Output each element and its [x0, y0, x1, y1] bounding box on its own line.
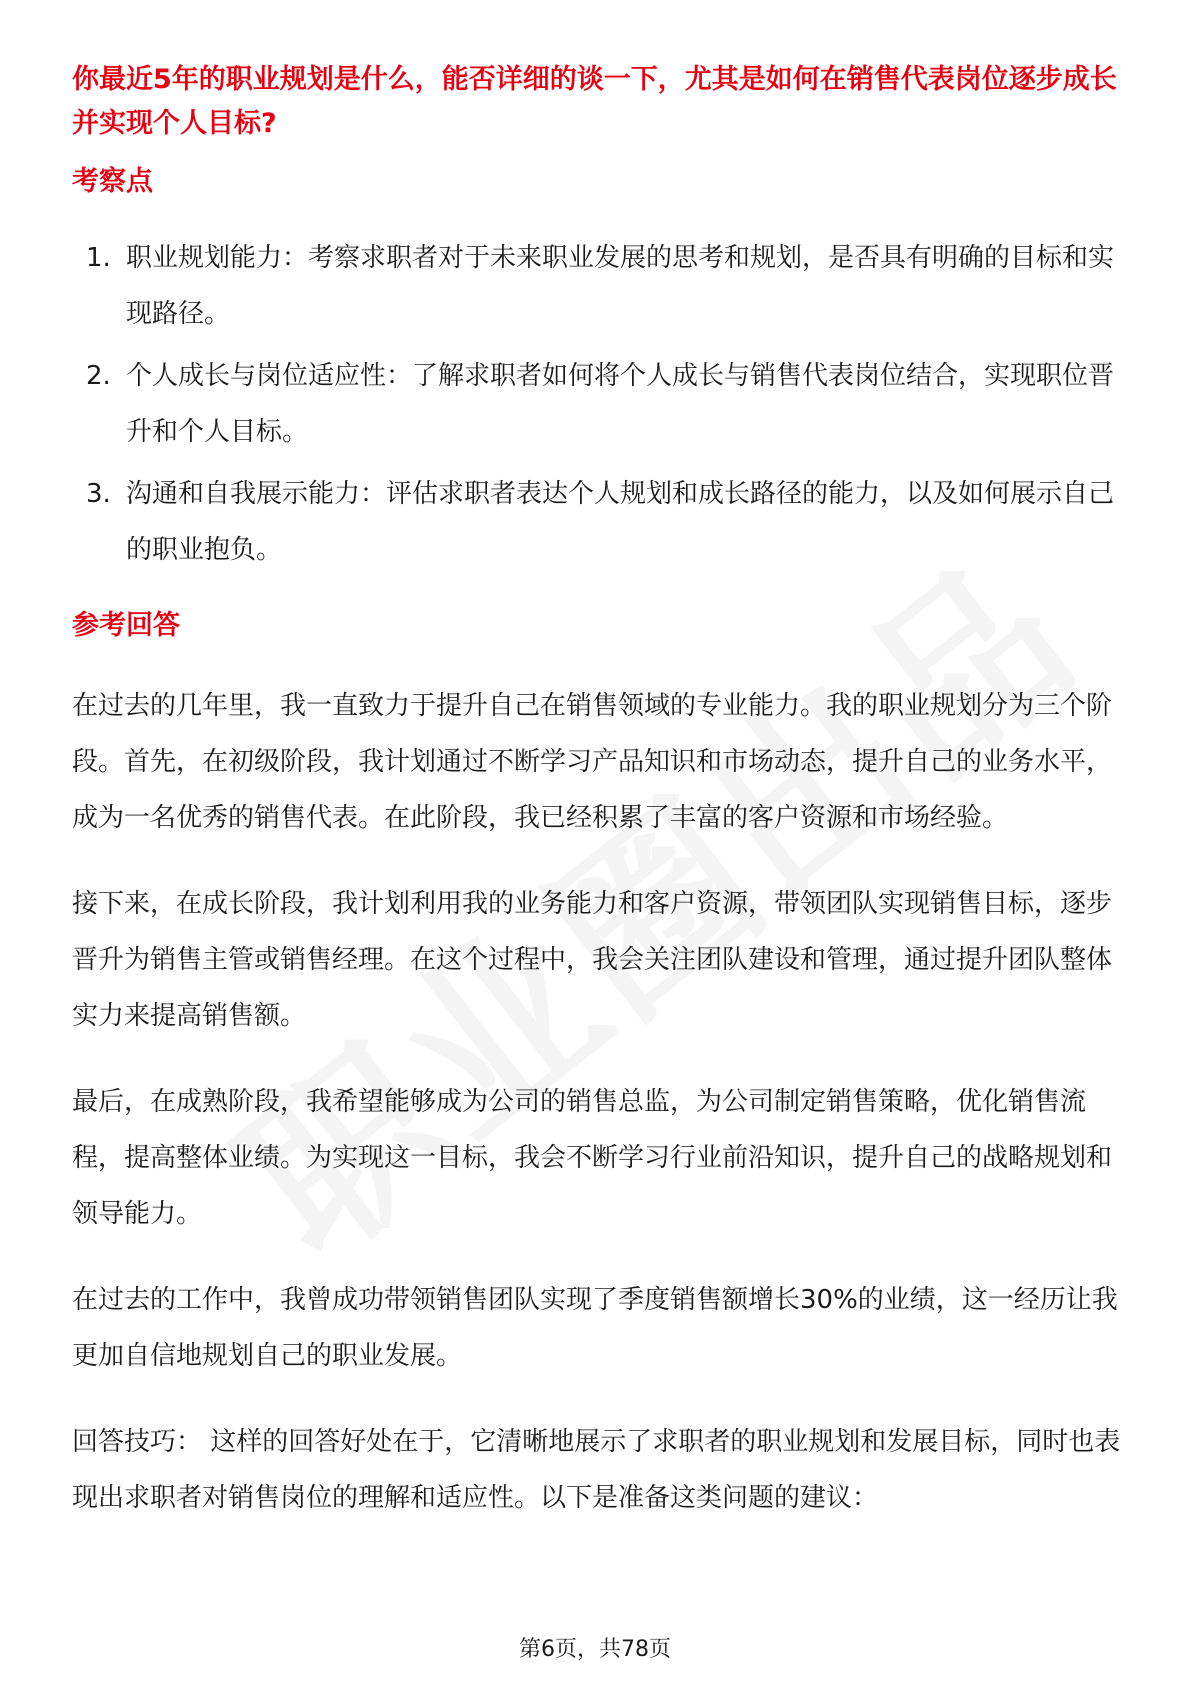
list-item-text: 职业规划能力：考察求职者对于未来职业发展的思考和规划，是否具有明确的目标和实现路径。 — [126, 243, 1115, 329]
list-item — [72, 230, 1122, 342]
points-list — [72, 230, 1122, 578]
answer-paragraph: 接下来，在成长阶段，我计划利用我的业务能力和客户资源，带领团队实现销售目标，逐步晋升为销售主管或销售经理。在这个过程中，我会关注团队建设和管理，通过提升团队整体实力来提高销售额。 — [72, 889, 1113, 1031]
section-title-points: 考察点 — [72, 166, 153, 197]
list-item-text: 个人成长与岗位适应性：了解求职者如何将个人成长与销售代表岗位结合，实现职位晋升和个人目标。 — [126, 361, 1115, 447]
list-item-number: 1. — [86, 243, 111, 273]
list-item — [72, 348, 1122, 460]
answer-paragraph: 最后，在成熟阶段，我希望能够成为公司的销售总监，为公司制定销售策略，优化销售流程，提高整体业绩。为实现这一目标，我会不断学习行业前沿知识，提升自己的战略规划和领导能力。 — [72, 1087, 1113, 1229]
list-item — [72, 466, 1122, 578]
answer-paragraph: 在过去的几年里，我一直致力于提升自己在销售领域的专业能力。我的职业规划分为三个阶段。首先，在初级阶段，我计划通过不断学习产品知识和市场动态，提升自己的业务水平，成为一名优秀的销售代表。在此阶段，我已经积累了丰富的客户资源和市场经验。 — [72, 691, 1113, 833]
answer-paragraph: 在过去的工作中，我曾成功带领销售团队实现了季度销售额增长30%的业绩，这一经历让我更加自信地规划自己的职业发展。 — [72, 1285, 1118, 1371]
section-title-answer: 参考回答 — [72, 610, 180, 641]
page-number-footer: 第6页，共78页 — [519, 1637, 671, 1662]
list-item-text: 沟通和自我展示能力：评估求职者表达个人规划和成长路径的能力，以及如何展示自己的职业抱负。 — [126, 479, 1115, 565]
list-item-number: 3. — [86, 479, 111, 509]
list-item-number: 2. — [86, 361, 111, 391]
question-heading: 你最近5年的职业规划是什么，能否详细的谈一下，尤其是如何在销售代表岗位逐步成长并实现个人目标? — [72, 64, 1117, 139]
document-page — [72, 58, 1122, 1526]
answer-tips-paragraph: 回答技巧： 这样的回答好处在于，它清晰地展示了求职者的职业规划和发展目标，同时也表现出求职者对销售岗位的理解和适应性。以下是准备这类问题的建议： — [72, 1427, 1121, 1513]
